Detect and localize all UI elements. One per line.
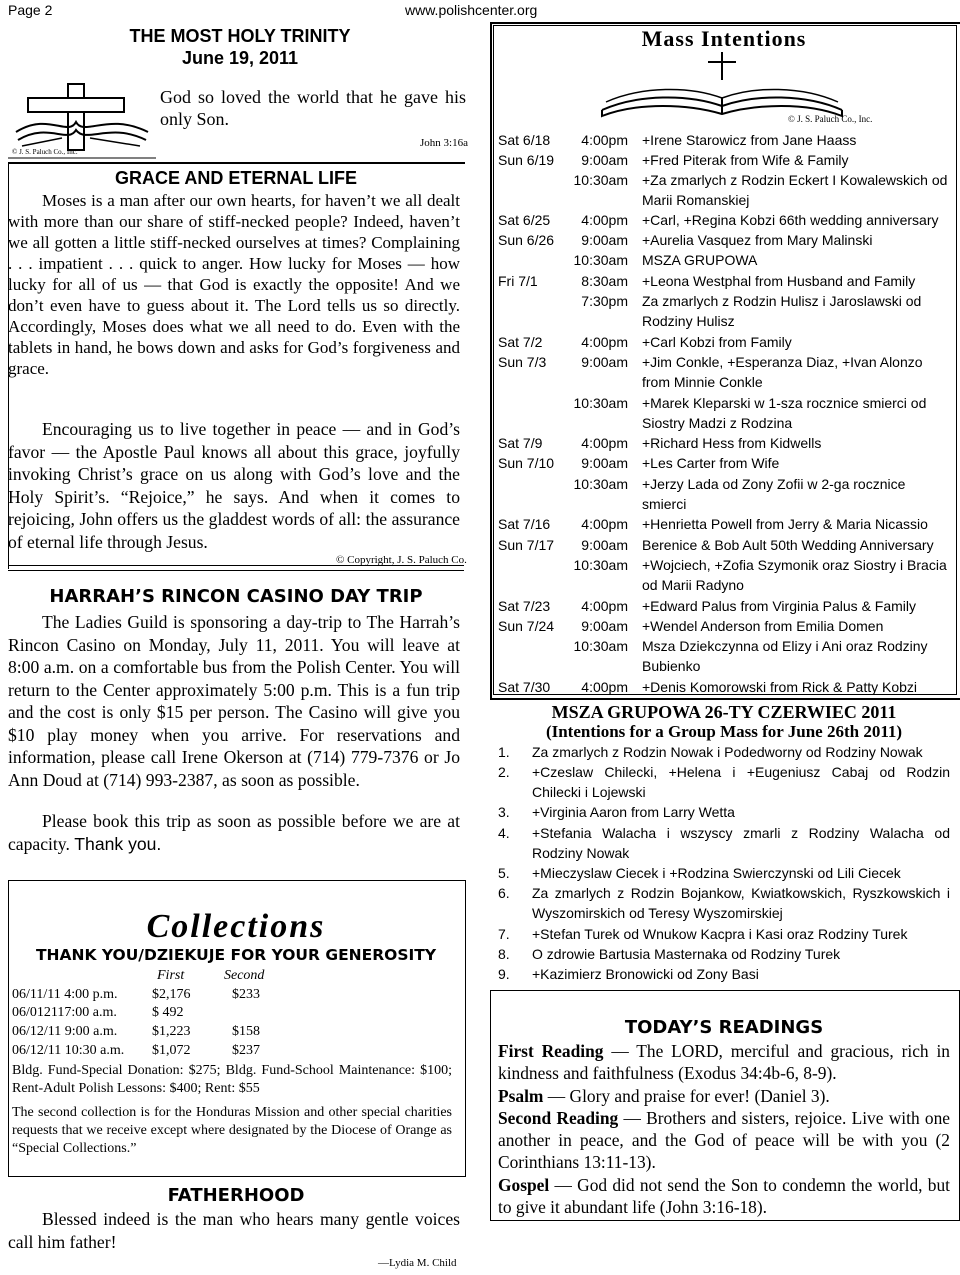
item-number: 3. [498, 804, 510, 820]
feast-title [100, 25, 380, 69]
mass-intention: +Richard Hess from Kidwells [642, 435, 822, 451]
mass-date: Sat 7/16 [498, 516, 551, 532]
mass-intention: +Wojciech, +Zofia Szymonik oraz Siostry i Bracia od Marii Radyno [642, 557, 947, 593]
psalm-label: Psalm [498, 1085, 544, 1106]
mass-intention: +Denis Komorowski from Rick & Patty Kobzi [642, 679, 918, 695]
mass-intention: Berenice & Bob Ault 50th Wedding Anniversary [642, 537, 934, 553]
item-text: Za zmarlych z Rodzin Nowak i Podedworny od Rodziny Nowak [532, 744, 923, 760]
item-text: Za zmarlych z Rodzin Bojankow, Kwiatkowskich, Ryszkowskich i Wyszomirskich od Teresy Wyszomirskiej [532, 885, 950, 921]
cross-illustration [8, 82, 156, 160]
mass-time: 9:00am [581, 232, 628, 248]
mass-intention-row [498, 616, 954, 636]
grace-copyright: © Copyright, J. S. Paluch Co. [336, 554, 467, 566]
page-number: Page 2 [8, 2, 53, 18]
mass-intentions-title: Mass Intentions [641, 26, 807, 51]
psalm [498, 1085, 950, 1107]
mass-date: Sat 6/18 [498, 132, 551, 148]
mass-intention: +Irene Starowicz from Jane Haass [642, 132, 857, 148]
mass-intention-row [498, 170, 954, 210]
item-text: +Kazimierz Bronowicki od Zony Basi [532, 966, 759, 982]
psalm-text: — Glory and praise for ever! (Daniel 3). [547, 1085, 830, 1106]
item-number: 2. [498, 764, 510, 780]
collection-date: 06/12/11 10:30 a.m. [12, 1043, 125, 1058]
mass-intention: +Leona Westphal from Husband and Family [642, 273, 916, 289]
mass-intention-row [498, 453, 954, 473]
collection-first: $1,072 [152, 1043, 191, 1058]
mass-intention-row [498, 291, 954, 331]
mass-intention: +Marek Kleparski w 1-sza rocznice smierci od Siostry Madzi z Rodzina [642, 395, 927, 431]
collections-first-header: First [157, 968, 185, 983]
item-number: 1. [498, 744, 510, 760]
item-text: +Stefania Walacha i wszyscy zmarli z Rodziny Walacha od Rodziny Nowak [532, 825, 950, 861]
second-reading-label: Second Reading [498, 1107, 619, 1128]
readings-heading: TODAY’S READINGS [624, 1017, 824, 1038]
item-number: 4. [498, 825, 510, 841]
feast-name: THE MOST HOLY TRINITY [129, 26, 351, 46]
first-reading-text: — The LORD, merciful and gracious, rich in kindness and faithfulness (Exodus 34:4b-6, 8-9). [498, 1041, 951, 1084]
second-reading [498, 1107, 950, 1174]
mass-date: Sun 7/17 [498, 537, 555, 553]
mass-date: Sun 7/10 [498, 455, 555, 471]
mass-intention-row [498, 150, 954, 170]
mass-time: 4:00pm [581, 212, 628, 228]
collection-date: 06/11/11 4:00 p.m. [12, 987, 118, 1002]
collections-title: Collections [146, 908, 326, 945]
mass-time: 10:30am [573, 172, 628, 188]
mass-intention-row [498, 393, 954, 433]
mass-date: Sat 7/2 [498, 334, 543, 350]
mass-intention: Za zmarlych z Rodzin Hulisz i Jaroslawski od Rodziny Hulisz [642, 293, 922, 329]
mass-time: 10:30am [573, 252, 628, 268]
casino-closing: Please book this trip as soon as possible before we are at capacity. [8, 811, 460, 854]
readings-body [498, 1040, 950, 1218]
mass-time: 9:00am [581, 354, 628, 370]
feast-date: June 19, 2011 [181, 48, 299, 68]
mass-intention: MSZA GRUPOWA [642, 252, 758, 268]
mass-time: 9:00am [581, 455, 628, 471]
mass-intention-row [498, 636, 954, 676]
first-reading-label: First Reading [498, 1041, 604, 1061]
gospel [498, 1174, 950, 1219]
casino-heading: HARRAH’S RINCON CASINO DAY TRIP [49, 586, 423, 607]
mass-intention-row [498, 210, 954, 230]
mass-intention-row [498, 332, 954, 352]
grace-paragraph-1: Moses is a man after our own hearts, for haven’t we all dealt with more than our share of stiff-necked people? Indeed, haven’t we all gotten a little stiff-necked ourselves at times? Complaining . . . impatient . . . quick to anger. How lucky for Moses — how lucky for all of us — that God is exactly the opposite! And we don’t even have to guess about it. The Lord tells us so directly. Accordingly, Moses does what we all need to do. Even with the tablets in hand, he bows down and asks for God’s forgiveness and grace. [8, 191, 460, 378]
mass-intention-row [498, 250, 954, 270]
mass-date: Sun 7/3 [498, 354, 547, 370]
item-text: +Czeslaw Chilecki, +Helena i +Eugeniusz Cabaj od Rodzin Chilecki i Lojewski [532, 764, 950, 800]
mass-date: Sat 7/30 [498, 679, 551, 695]
collection-first: $1,223 [152, 1024, 191, 1039]
mass-time: 4:00pm [581, 679, 628, 695]
mass-intention-row [498, 352, 954, 392]
fatherhood-text: Blessed indeed is the man who hears many gentle voices call him father! [8, 1209, 460, 1252]
mass-intention: +Za zmarlych z Rodzin Eckert I Kowalewskich od Marii Romanskiej [642, 172, 948, 208]
item-number: 8. [498, 946, 510, 962]
mass-time: 4:00pm [581, 334, 628, 350]
item-number: 9. [498, 966, 510, 982]
mass-date: Sat 6/25 [498, 212, 551, 228]
item-number: 7. [498, 926, 510, 942]
mass-time: 10:30am [573, 395, 628, 411]
collection-date: 06/012117:00 a.m. [12, 1005, 117, 1020]
item-text: +Virginia Aaron from Larry Wetta [532, 804, 735, 820]
mass-time: 4:00pm [581, 516, 628, 532]
mass-intention-row [498, 230, 954, 250]
item-text: +Stefan Turek od Wnukow Kacpra i Kasi oraz Rodziny Turek [532, 926, 908, 942]
second-reading-text: — Brothers and sisters, rejoice. Live with one another in peace, and the God of peace will be with you (2 Corinthians 13:11-13). [498, 1107, 950, 1173]
mass-date: Sat 7/9 [498, 435, 543, 451]
scripture-quote: God so loved the world that he gave his only Son. [160, 87, 466, 129]
mass-intention-row [498, 514, 954, 534]
book-cross-illustration [598, 50, 846, 122]
fatherhood-heading: FATHERHOOD [167, 1185, 305, 1206]
mass-time: 7:30pm [581, 293, 628, 309]
mass-time: 10:30am [573, 638, 628, 654]
book-art-credit: © J. S. Paluch Co., Inc. [788, 114, 873, 124]
item-text: +Mieczyslaw Ciecek i +Rodzina Swierczynski od Lili Ciecek [532, 865, 901, 881]
grace-paragraph-2: Encouraging us to live together in peace — and in God’s favor — the Apostle Paul knows all about this grace, joyfully invoking Christ’s grace on us along with God’s love and the Holy Spirit’s. “Rejoice,” he says. And when it comes to rejoicing, John offers us the gladdest words of all: the assurance of eternal life through Jesus. [8, 419, 460, 552]
mass-intention: +Jim Conkle, +Esperanza Diaz, +Ivan Alonzo from Minnie Conkle [642, 354, 923, 390]
mass-time: 8:30am [581, 273, 628, 289]
mass-intention: Msza Dziekczynna od Elizy i Ani oraz Rodziny Bubienko [642, 638, 928, 674]
group-mass-heading: MSZA GRUPOWA 26-TY CZERWIEC 2011 [551, 702, 897, 722]
mass-intention: +Carl, +Regina Kobzi 66th wedding anniversary [642, 212, 939, 228]
mass-time: 10:30am [573, 557, 628, 573]
collection-second: $233 [232, 987, 260, 1002]
mass-time: 9:00am [581, 152, 628, 168]
collections-subtitle: THANK YOU/DZIEKUJE FOR YOUR GENEROSITY [35, 946, 437, 964]
quote-citation: John 3:16a [420, 137, 468, 149]
casino-paragraph-1: The Ladies Guild is sponsoring a day-trip to The Harrah’s Rincon Casino on Monday, July 11, 2011. You will leave at 8:00 a.m. on a comfortable bus from the Polish Center. You will return to the Center approximately 5:00 p.m. This is a fun trip and the cost is only $15 per person. The Casino will give you $10 play money when you arrive. For reservations and information, please call Irene Okerson at (714) 779-7376 or Jo Ann Doud at (714) 993-2387, as soon as possible. [8, 612, 460, 790]
collection-first: $2,176 [152, 987, 191, 1002]
mass-time: 9:00am [581, 618, 628, 634]
art-credit: © J. S. Paluch Co., Inc. [12, 148, 78, 156]
mass-intention-row [498, 596, 954, 616]
mass-date: Fri 7/1 [498, 273, 538, 289]
mass-intention: +Jerzy Lada od Zony Zofii w 2-ga rocznice smierci [642, 476, 906, 512]
mass-intention-row [498, 433, 954, 453]
item-text: O zdrowie Bartusia Masternaka od Rodziny Turek [532, 946, 841, 962]
mass-date: Sat 7/23 [498, 598, 551, 614]
collections-fund-note: Bldg. Fund-Special Donation: $275; Bldg. Fund-School Maintenance: $100; Rent-Adult Polish Lessons: $400; Rent: $55 [12, 1063, 452, 1096]
gospel-text: — God did not send the Son to condemn the world, but to give it abundant life (John 3:16-18). [498, 1174, 950, 1218]
collection-second: $158 [232, 1024, 260, 1039]
mass-intention-row [498, 474, 954, 514]
item-number: 6. [498, 885, 510, 901]
mass-time: 4:00pm [581, 598, 628, 614]
casino-thank-you: Thank you. [74, 833, 162, 854]
mass-time: 10:30am [573, 476, 628, 492]
fatherhood-citation: —Lydia M. Child [378, 1257, 457, 1269]
mass-date: Sun 6/26 [498, 232, 555, 248]
group-mass-subtitle: (Intentions for a Group Mass for June 26th 2011) [545, 722, 903, 741]
mass-intention: +Aurelia Vasquez from Mary Malinski [642, 232, 873, 248]
mass-intention: +Henrietta Powell from Jerry & Maria Nicassio [642, 516, 928, 532]
mass-intention: +Edward Palus from Virginia Palus & Family [642, 598, 917, 614]
item-number: 5. [498, 865, 510, 881]
mass-intention-row [498, 271, 954, 291]
mass-intention: +Fred Piterak from Wife & Family [642, 152, 849, 168]
mass-intention-row [498, 130, 954, 150]
mass-intention: +Carl Kobzi from Family [642, 334, 792, 350]
casino-paragraph-2 [8, 810, 460, 855]
collection-first: $ 492 [152, 1005, 184, 1020]
collections-second-note: The second collection is for the Honduras Mission and other special charities requests that we receive except where designated by the Diocese of Orange as “Special Collections.” [12, 1105, 452, 1156]
mass-intention: +Les Carter from Wife [642, 455, 780, 471]
mass-intention-row [498, 677, 954, 697]
mass-intention-row [498, 555, 954, 595]
mass-date: Sun 7/24 [498, 618, 555, 634]
mass-time: 9:00am [581, 537, 628, 553]
mass-intention-row [498, 535, 954, 555]
collection-second: $237 [232, 1043, 260, 1058]
collections-second-header: Second [224, 968, 265, 983]
mass-intention: +Wendel Anderson from Emilia Domen [642, 618, 884, 634]
gospel-label: Gospel [498, 1174, 550, 1195]
mass-time: 4:00pm [581, 435, 628, 451]
first-reading [498, 1040, 950, 1085]
collection-date: 06/12/11 9:00 a.m. [12, 1024, 118, 1039]
grace-heading: GRACE AND ETERNAL LIFE [114, 168, 357, 188]
mass-date: Sun 6/19 [498, 152, 555, 168]
mass-time: 4:00pm [581, 132, 628, 148]
website-url[interactable]: www.polishcenter.org [405, 2, 538, 18]
